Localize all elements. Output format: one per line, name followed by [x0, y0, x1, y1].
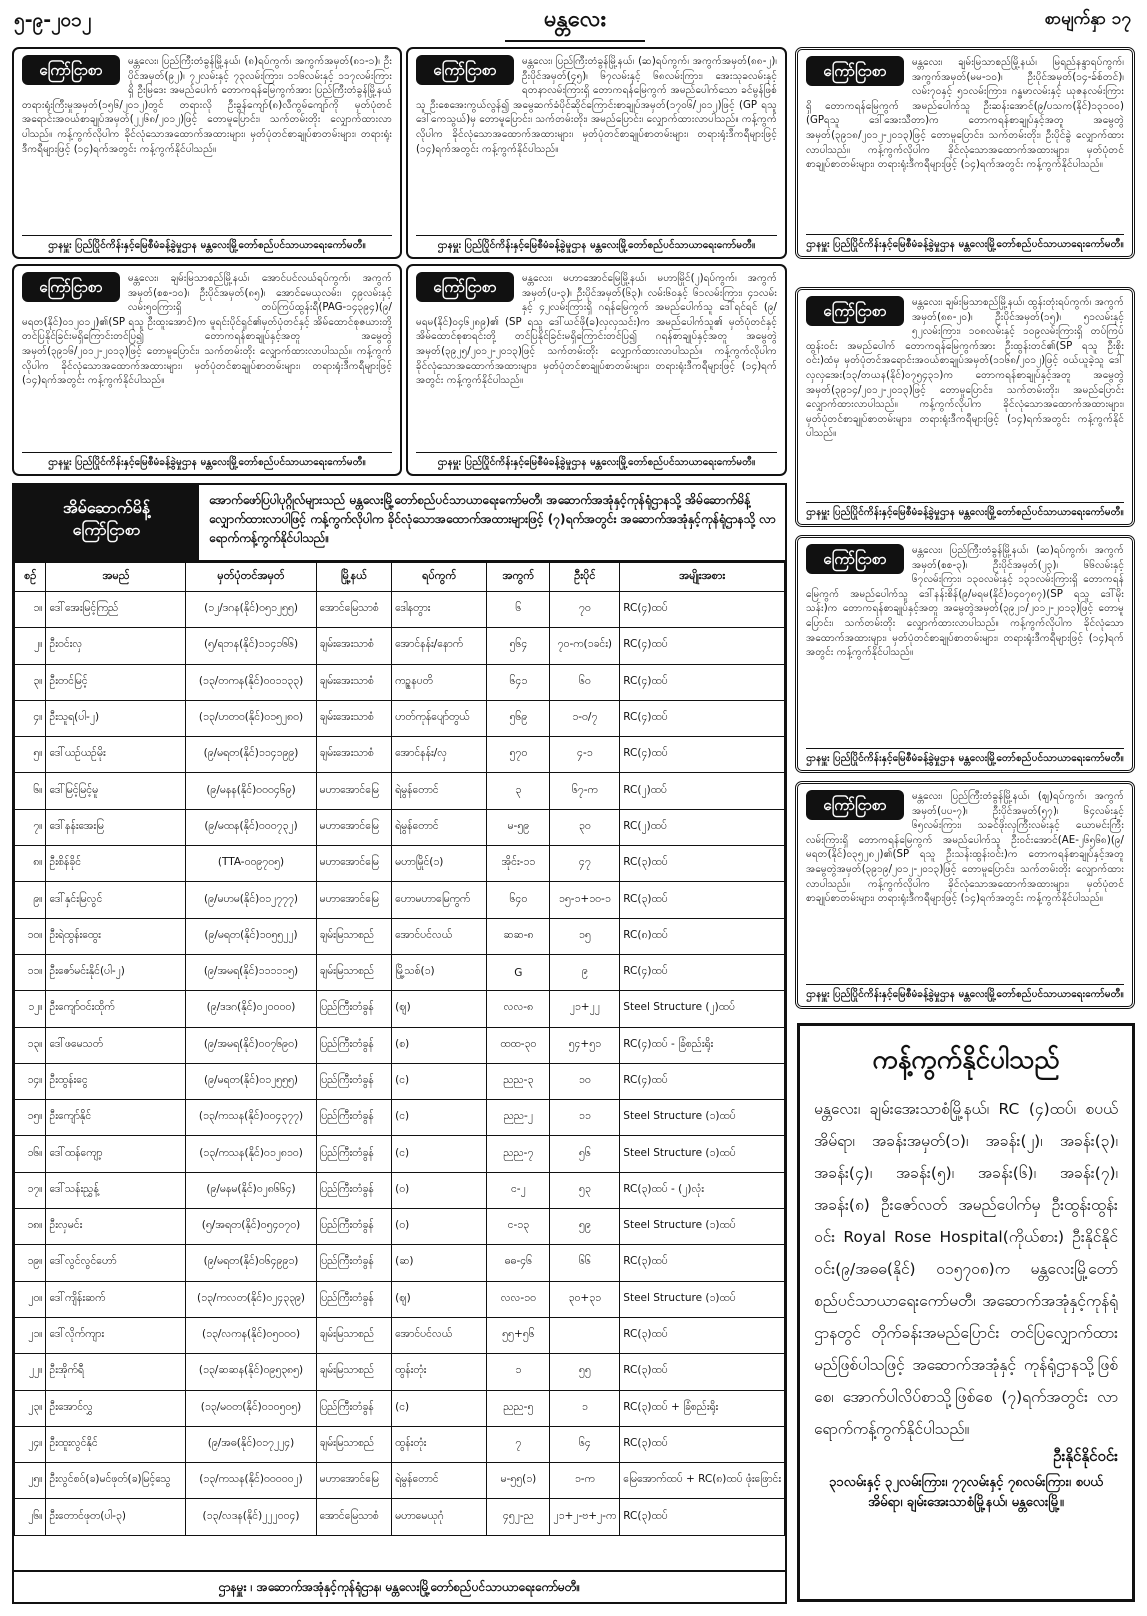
table-cell: ၂၆။ — [15, 1499, 46, 1535]
table-cell: ၅၆၄ — [487, 628, 550, 664]
masthead-logo: မန္တလေး — [505, 4, 645, 42]
table-cell: (၉/အမရ(နိုင်)၀၀၇၆၉၀) — [186, 1027, 316, 1063]
table-row — [15, 1100, 785, 1136]
table-cell: (၉/မရတ(နိုင်)၁၀၅၅၂၂) — [186, 918, 316, 954]
table-row — [15, 1317, 785, 1353]
table-cell: ၁၇။ — [15, 1172, 46, 1208]
table-row — [15, 737, 785, 773]
table-cell: အောင်ပင်လယ် — [392, 918, 487, 954]
table-cell: ၂၃။ — [15, 1390, 46, 1426]
table-cell: (၉/မရတ(နိုင်)၀၁၂၅၅၅) — [186, 1063, 316, 1099]
table-cell: ဆဆ-၈ — [487, 918, 550, 954]
table-cell: RC(၄)ထပ် — [620, 737, 785, 773]
table-cell: ၃၀+၃၁ — [550, 1281, 620, 1317]
table-cell: ပြည်ကြီးတံခွန် — [316, 1281, 392, 1317]
table-cell: ၆၇-က — [550, 773, 620, 809]
notice-badge: ကြော်ငြာစာ — [806, 790, 904, 820]
table-cell: RC(၃)ထပ် — [620, 882, 785, 918]
table-cell: ၇၀-က(၁ခင်း) — [550, 628, 620, 664]
table-cell: RC(၃)ထပ် - (၂)လုံး — [620, 1172, 785, 1208]
table-cell: လလ-၈ — [487, 991, 550, 1027]
table-cell: ဦးလွင်စဝ်(ခ)မင်ဖုတ်(ခ)မြင့်သွေ — [46, 1463, 186, 1499]
table-cell: ဦးလှမင်း — [46, 1209, 186, 1245]
table-cell: ပြည်ကြီးတံခွန် — [316, 1100, 392, 1136]
table-cell: ၅၉ — [550, 1209, 620, 1245]
table-cell: ၁၄။ — [15, 1063, 46, 1099]
table-cell: ၁၅။ — [15, 1100, 46, 1136]
table-cell: (ဆ) — [392, 1245, 487, 1281]
table-cell: ချမ်းအေးသာစံ — [316, 700, 392, 736]
table-cell: ၆၀ — [550, 664, 620, 700]
table-cell: ချမ်းမြသာစည် — [316, 918, 392, 954]
table-header-row — [15, 563, 785, 592]
table-row — [15, 1245, 785, 1281]
table-cell: Steel Structure (၁)ထပ် — [620, 1136, 785, 1172]
table-cell: ၈။ — [15, 846, 46, 882]
table-cell: ဦးထွန်းငွေ — [46, 1063, 186, 1099]
col-header: စဉ် — [15, 563, 46, 592]
table-cell: ၆ — [487, 592, 550, 628]
table-cell: ၁-က — [550, 1463, 620, 1499]
table-cell: မဟာအောင်မြေ — [316, 773, 392, 809]
table-cell: ၁၅-၁+၁၀-၁ — [550, 882, 620, 918]
table-cell: ၅။ — [15, 737, 46, 773]
table-cell: RC(၂)ထပ် — [620, 773, 785, 809]
notice-5 — [406, 264, 787, 476]
table-cell: မဟာမြိုင်(၁) — [392, 846, 487, 882]
table-row — [15, 918, 785, 954]
notice-7 — [795, 535, 1135, 773]
table-row — [15, 628, 785, 664]
table-row — [15, 1281, 785, 1317]
table-cell: (၉/မရတ(နိုင်)၁၁၄၁၉၉) — [186, 737, 316, 773]
table-cell: (၁၃/တကန(နိုင်)၀၀၁၁၃၃) — [186, 664, 316, 700]
table-cell: ပြည်ကြီးတံခွန် — [316, 1390, 392, 1426]
table-cell: ၄-၁ — [550, 737, 620, 773]
notice-badge: ကြော်ငြာစာ — [806, 56, 904, 86]
table-cell: ဦးစိန်ခိုင် — [46, 846, 186, 882]
table-cell: RC(၄)ထပ် - ခြံစည်းရိုး — [620, 1027, 785, 1063]
table-cell: ဒေါ်ထန်ကျော့ — [46, 1136, 186, 1172]
table-cell: အောင်ပင်လယ် — [392, 1317, 487, 1353]
notice-body: မန္တလေး၊ ပြည်ကြီးတံခွန်မြို့နယ်၊ (ဈ)ရပ်ကွက်၊ အကွက်အမှတ်(ပပ-၇)၊ ဦးပိုင်အမှတ်(၅၇)၊ ၆၄လမ်းနှင့် ၆၅လမ်းကြား၊ သခင်ဖိုးလှကြီးလမ်းနှင့် ယောမင်းကြီးလမ်းကြားရှိ တောကရန်မြေကွက် အမည်ပေါက်သူ ဦးဝင်းအောင်(AE-၂၆၅၆၈)(၉/မရတ(နိုင်)၀၃၅၂၈၂)၏(SP ရသူ ဦးသန်းထွန်းဝင်း)က တောကရန်စာချုပ်နှင့်အတူ အမွေတွဲအမှတ်(၃၉၁၉/၂၀၁၂-၂၀၁၃)ဖြင့် တောမူပြောင်း၊ သက်တမ်းတိုး လျှောက်ထားလာပါသည်။ ကန့်ကွက်လိုပါက ခိုင်လုံသောအထောက်အထားများ၊ မှတ်ပုံတင်စာချုပ်စာတမ်းများ၊ တရားရုံးဒီကရီများဖြင့် (၁၄)ရက်အတွင်း ကန့်ကွက်နိုင်ပါသည်။ — [806, 791, 1124, 905]
notice-body: မန္တလေး၊ ချမ်းမြသာစည်မြို့နယ်၊ မြရည်နန္ဒာရပ်ကွက်၊ အကွက်အမှတ်(မမ-၁၀)၊ ဦးပိုင်အမှတ်(၁၄-ခ်စ်တင်)၊ လမ်း၇၀နှင့် ၅၁လမ်းကြား၊ ဂန္ဓမာလမ်းနှင့် ယုဇနလမ်းကြားရှိ တောကရန်မြေကွက် အမည်ပေါက်သူ ဦးဆန်းအောင်(၉/ပသက(နိုင်)၁၃၁၀၀)(GPရသူ ဒေါ်အေးသီတာ)က တောကရန်စာချုပ်နှင့်အတူ အမွေတွဲအမှတ်(၃၉၁၈/၂၀၁၂-၂၀၁၃)ဖြင့် တောမူပြောင်း၊ သက်တမ်းတိုး၊ ဦးပိုင်ခွဲ လျှောက်ထားလာပါသည်။ ကန့်ကွက်လိုပါက ခိုင်လုံသောအထောက်အထားများ၊ မှတ်ပုံတင်စာချုပ်စာတမ်းများ၊ တရားရုံးဒီကရီများဖြင့် (၁၄)ရက်အတွင်း ကန့်ကွက်နိုင်ပါသည်။ — [806, 57, 1124, 171]
notice-signature: ဌာနမှူး ပြည်ပြိုင်ကိန်းနှင့်မြေစီမံခန့်ခွဲမှုဌာန မန္တလေးမြို့တော်စည်ပင်သာယာရေးကော်မတီ။ — [806, 502, 1124, 520]
table-cell: ၁၉။ — [15, 1245, 46, 1281]
table-intro: အောက်ဖော်ပြပါပုဂ္ဂိုလ်များသည် မန္တလေးမြို့တော်စည်ပင်သာယာရေးကော်မတီ၊ အဆောက်အအုံနှင့်ကုန်ရုံဌာနသို့ အိမ်ဆောက်မိန့် လျှောက်ထားလာပါဖြင့် ကန့်ကွက်လိုပါက ခိုင်လုံသောအထောက်အထားများဖြင့် (၇)ရက်အတွင်း အဆောက်အအုံနှင့်ကုန်ရုံဌာနသို့ လာရောက်ကန့်ကွက်နိုင်ပါသည်။ — [209, 493, 776, 545]
table-cell: မြေအောက်ထပ် + RC(၈)ထပ် ဖုံးဖြောင်း — [620, 1463, 785, 1499]
table-cell: (၉/မထန(နိုင်)၀၀၀၇၃၂) — [186, 809, 316, 845]
table-cell: ၁ — [487, 1354, 550, 1390]
table-cell: (၁၃/ကသန(နိုင်)၀၀၀၀၀၂) — [186, 1463, 316, 1499]
table-cell: RC(၂)ထပ် — [620, 809, 785, 845]
table-cell: ၅၇၀ — [487, 737, 550, 773]
table-row — [15, 592, 785, 628]
table-cell: ထထ-၃၀ — [487, 1027, 550, 1063]
notice-signature: ဌာနမှူး ပြည်ပြိုင်ကိန်းနှင့်မြေစီမံခန့်ခွဲမှုဌာန မန္တလေးမြို့တော်စည်ပင်သာယာရေးကော်မတီ။ — [806, 234, 1124, 252]
notice-body: မန္တလေး၊ ပြည်ကြီးတံခွန်မြို့နယ်၊ (ဆ)ရပ်ကွက်၊ အကွက်အမှတ်(စစ-၃)၊ ဦးပိုင်အမှတ်(၂၃)၊ ၆၆လမ်းနှင့် ၆၇လမ်းကြား၊ ၁၃၀လမ်းနှင့် ၁၃၁လမ်းကြားရှိ တောကရန်မြေကွက် အမည်ပေါက်သူ ဒေါ်နန်းစိန်(၉/မရမ(နိုင်)၀၄၀၇၈၇)(SP ရသူ ဒေါ်မိုးသန်း)က တောကရန်စာချုပ်နှင့်အတူ အမွေတွဲအမှတ်(၃၉၂၁/၂၀၁၂-၂၀၁၃)ဖြင့် တောမူပြောင်း၊ သက်တမ်းတိုး လျှောက်ထားလာပါသည်။ ကန့်ကွက်လိုပါက ခိုင်လုံသောအထောက်အထားများ၊ မှတ်ပုံတင်စာချုပ်စာတမ်းများ၊ တရားရုံးဒီကရီများဖြင့် (၁၄)ရက်အတွင်း ကန့်ကွက်နိုင်ပါသည်။ — [806, 545, 1124, 659]
table-cell: ၅၅+၅၆ — [487, 1317, 550, 1353]
table-cell: မ-၅၉ — [487, 809, 550, 845]
table-cell: အောင်မြေသာစံ — [316, 592, 392, 628]
table-cell: ၆၄၀ — [487, 882, 550, 918]
notice-3 — [795, 47, 1135, 259]
table-cell: ညည-၃ — [487, 1063, 550, 1099]
table-cell: (ဈ) — [392, 991, 487, 1027]
col-header: အမည် — [46, 563, 186, 592]
notice-badge: ကြော်ငြာစာ — [22, 55, 120, 85]
table-title — [14, 485, 199, 560]
table-cell: ၂၂။ — [15, 1354, 46, 1390]
page-header — [0, 0, 1147, 46]
table-cell: ရဲမွန်တောင် — [392, 773, 487, 809]
table-cell: ဟောမဟာမြေကွက် — [392, 882, 487, 918]
table-cell: RC(၄)ထပ် — [620, 664, 785, 700]
table-cell: ၃ — [487, 773, 550, 809]
table-cell: ၁။ — [15, 592, 46, 628]
table-cell: ၂၄။ — [15, 1426, 46, 1462]
building-permit-table-box — [12, 483, 787, 1604]
table-cell: (၉/မဟမ(နိုင်)၀၁၂၇၇၇) — [186, 882, 316, 918]
notice-signature: ဌာနမှူး ပြည်ပြိုင်ကိန်းနှင့်မြေစီမံခန့်ခွဲမှုဌာန မန္တလေးမြို့တော်စည်ပင်သာယာရေးကော်မတီ။ — [806, 984, 1124, 1002]
table-cell: (၅/အရတ(နိုင်)၀၅၄၀၇၀) — [186, 1209, 316, 1245]
permit-table — [14, 562, 785, 1536]
table-cell: ရဲမွန်တောင် — [392, 1463, 487, 1499]
table-cell: ဒေါ်နှင်းမြလွင် — [46, 882, 186, 918]
notice-signature: ဌာနမှူး ပြည်ပြိုင်ကိန်းနှင့်မြေစီမံခန့်ခွဲမှုဌာန မန္တလေးမြို့တော်စည်ပင်သာယာရေးကော်မတီ။ — [416, 452, 777, 470]
table-cell: (၁၃/ဟတဝ(နိုင်)၀၁၅၂၈၀) — [186, 700, 316, 736]
table-cell: RC(၃)ထပ် — [620, 1426, 785, 1462]
notice-body: မန္တလေး၊ ချမ်းမြသာစည်မြို့နယ်၊ ထွန်းတုံးရပ်ကွက်၊ အကွက်အမှတ်(၈၈-၂၀)၊ ဦးပိုင်အမှတ်(၁၅)၊ ၅၁လမ်းနှင့် ၅၂လမ်းကြား၊ ၁၀၈လမ်းနှင့် ၁၀၉လမ်းကြားရှိ တပ်ကြပ်ထွန်းဝင်း အမည်ပေါက် တောကရန်မြေကွက်အား ဦးထွန်းတင်၏(SP ရသူ ဦးစိုးဝင်း)ထံမှ မှတ်ပုံတင်အရောင်းအဝယ်စာချုပ်အမှတ်(၁၁၆၈/၂၀၁၂)ဖြင့် ဝယ်ယူခဲ့သူ ဒေါ်လှလှအေး(၁၃/တယန(နိုင်)၀၇၅၄၃၁)က တောကရန်စာချုပ်နှင့်အတူ အမွေတွဲအမှတ်(၃၉၁၄/၂၀၁၂-၂၀၁၃)ဖြင့် တောမူပြောင်း၊ သက်တမ်းတိုး၊ အမည်ပြောင်း လျှောက်ထားလာပါသည်။ ကန့်ကွက်လိုပါက ခိုင်လုံသောအထောက်အထားများ၊ မှတ်ပုံတင်စာချုပ်စာတမ်းများ၊ တရားရုံးဒီကရီများဖြင့် (၁၄)ရက်အတွင်း ကန့်ကွက်နိုင်ပါသည်။ — [806, 297, 1124, 440]
table-cell: (၉/အမရ(နိုင်)၁၁၁၁၁၅) — [186, 954, 316, 990]
notice-6 — [795, 287, 1135, 527]
table-cell: ၆၄ — [550, 1426, 620, 1462]
notice-8 — [795, 781, 1135, 1009]
table-cell: ဦးဝင်းလှ — [46, 628, 186, 664]
table-cell: ပြည်ကြီးတံခွန် — [316, 1063, 392, 1099]
table-cell: RC(၄)ထပ် — [620, 700, 785, 736]
table-cell: မဟာမေယုဂုံ — [392, 1499, 487, 1535]
objection-ad — [797, 1023, 1135, 1602]
table-cell: ဦးရဲထွန်းထွေး — [46, 918, 186, 954]
table-row — [15, 773, 785, 809]
notice-body: မန္တလေး၊ ပြည်ကြီးတံခွန်မြို့နယ်၊ (ဆ)ရပ်ကွက်၊ အကွက်အမှတ်(၈၈-၂)၊ ဦးပိုင်အမှတ်(၄၅)၊ ၆၇လမ်းနှင့် ၆၈လမ်းကြား၊ အေးသုခလမ်းနှင့် ရတနာလမ်းကြားရှိ တောကရန်မြေကွက် အမည်ပေါက်သော ခင်မွန်ဖြစ်သူ ဦးစေအေးကွယ်လွန်၍ အမွေဆက်ခံပိုင်ဆိုင်ကြောင်းစာချုပ်အမှတ်(၁၇၀၆/၂၀၁၂)ဖြင့် (GP ရသူ ဒေါ်ကေသွယ်)မှ တောမူပြောင်း၊ သက်တမ်းတိုး၊ အမည်ပြောင်း၊ လျှောက်ထားလာပါသည်။ ကန့်ကွက်လိုပါက ခိုင်လုံသောအထောက်အထားများ၊ မှတ်ပုံတင်စာချုပ်စာတမ်းများ၊ တရားရုံးဒီကရီများဖြင့် (၁၄)ရက်အတွင်း ကန့်ကွက်နိုင်ပါသည်။ — [416, 56, 777, 155]
table-footer: ဌာနမှူး ၊ အဆောက်အအုံနှင့်ကုန်ရုံဌာန၊ မန္တလေးမြို့တော်စည်ပင်သာယာရေးကော်မတီ။ — [14, 1570, 785, 1602]
table-cell: RC(၃)ထပ် — [620, 1499, 785, 1535]
table-cell: ၁၅ — [550, 918, 620, 954]
table-cell: ပြည်ကြီးတံခွန် — [316, 1136, 392, 1172]
table-cell: (င) — [392, 1063, 487, 1099]
table-cell: ၁၁။ — [15, 954, 46, 990]
table-cell: RC(၃)ထပ် — [620, 846, 785, 882]
table-cell: ၁၃။ — [15, 1027, 46, 1063]
table-cell: ပြည်ကြီးတံခွန် — [316, 1027, 392, 1063]
table-cell: ချမ်းအေးသာစံ — [316, 628, 392, 664]
table-row — [15, 1027, 785, 1063]
table-cell: RC(၄)ထပ် — [620, 628, 785, 664]
table-cell: ဒေါ်လွင်လွင်ဟော် — [46, 1245, 186, 1281]
table-cell: ဦးအောင်လွှ — [46, 1390, 186, 1426]
table-cell: အိုင်း-၁၁ — [487, 846, 550, 882]
table-cell: ဒေါ်မြင့်မြင့်မူ — [46, 773, 186, 809]
table-cell: မ-၅၅(၁) — [487, 1463, 550, 1499]
notice-2 — [406, 47, 787, 259]
table-cell: (၁၃/ကသန(နိုင်)၀၁၂၈၁၀) — [186, 1136, 316, 1172]
table-row — [15, 809, 785, 845]
table-title-line1: အိမ်ဆောက်မိန့် — [62, 498, 150, 517]
objection-signer: ဦးနိုင်နိုင်ဝင်း — [1053, 1447, 1118, 1465]
table-cell: ၉။ — [15, 882, 46, 918]
table-cell: Steel Structure (၁)ထပ် — [620, 1209, 785, 1245]
table-cell: င-၁၃ — [487, 1209, 550, 1245]
table-cell: (ဝ) — [392, 1172, 487, 1208]
table-cell: ဦးထူးလွင်နိုင် — [46, 1426, 186, 1462]
table-row — [15, 1136, 785, 1172]
table-cell: ၅၃ — [550, 1172, 620, 1208]
table-cell: ၄၇ — [550, 846, 620, 882]
table-cell: ရဲမွန်တောင် — [392, 809, 487, 845]
table-cell: (ဝ) — [392, 1209, 487, 1245]
table-cell: ၁၆။ — [15, 1136, 46, 1172]
table-cell — [550, 1317, 620, 1353]
table-cell: ၄။ — [15, 700, 46, 736]
table-cell: ၅၄+၅၁ — [550, 1027, 620, 1063]
table-cell: ၉ — [550, 954, 620, 990]
table-row — [15, 1354, 785, 1390]
table-cell: (၅/ရဘန(နိုင်)၁၁၄၁၆၆) — [186, 628, 316, 664]
table-row — [15, 1499, 785, 1535]
table-cell: ချမ်းအေးသာစံ — [316, 737, 392, 773]
table-cell: မဟာအောင်မြေ — [316, 846, 392, 882]
notice-signature: ဌာနမှူး ပြည်ပြိုင်ကိန်းနှင့်မြေစီမံခန့်ခွဲမှုဌာန မန္တလေးမြို့တော်စည်ပင်သာယာရေးကော်မတီ။ — [416, 235, 777, 253]
col-header: ဦးပိုင် — [550, 563, 620, 592]
table-cell: (၉/အဓ(နိုင်)၀၁၇၂၂၄) — [186, 1426, 316, 1462]
table-cell: RC(၄)ထပ် — [620, 1063, 785, 1099]
table-cell: ဒေါ်ကျိန်းဆက် — [46, 1281, 186, 1317]
table-cell: Steel Structure (၁)ထပ် — [620, 1100, 785, 1136]
table-cell: (၁၃/မဝတ(နိုင်)၀၁၀၅၀၅) — [186, 1390, 316, 1426]
table-cell: ဒေါ်လိုက်ကျား — [46, 1317, 186, 1353]
table-cell: ဦးဇော်မင်းနိုင်(ပါ-၂) — [46, 954, 186, 990]
notice-badge: ကြော်ငြာစာ — [806, 544, 904, 574]
table-row — [15, 882, 785, 918]
table-cell: ချမ်းမြသာစည် — [316, 1426, 392, 1462]
table-cell: မဟာအောင်မြေ — [316, 1463, 392, 1499]
table-cell: ညည-၇ — [487, 1136, 550, 1172]
objection-address: ၃၁လမ်းနှင့် ၃၂လမ်းကြား၊ ၇၇လမ်းနှင့် ၇၈လမ်းကြား၊ စပယ်အိမ်ရာ၊ ချမ်းအေးသာစံမြို့နယ်၊ မန္တလေးမြို့။ — [829, 1475, 1103, 1510]
table-cell: ၂၁။ — [15, 1317, 46, 1353]
table-cell: ၅၆ — [550, 1136, 620, 1172]
table-cell: ချမ်းမြသာစည် — [316, 954, 392, 990]
table-cell: အောင်မြေသာစံ — [316, 1499, 392, 1535]
table-cell: (၁၂/ဒဂန(နိုင်)၀၅၁၂၅၅) — [186, 592, 316, 628]
table-row — [15, 954, 785, 990]
table-cell: ချမ်းမြသာစည် — [316, 1317, 392, 1353]
table-title-line2: ကြော်ငြာစာ — [72, 520, 141, 539]
table-cell: ပြည်ကြီးတံခွန် — [316, 1245, 392, 1281]
table-cell: ၂၁+၂၂ — [550, 991, 620, 1027]
table-cell: ညည-၂ — [487, 1100, 550, 1136]
table-cell: ကဥ္စနပတိ — [392, 664, 487, 700]
table-cell: ၁ — [550, 1390, 620, 1426]
table-cell: (၉/မနန(နိုင်)၀၀၀၄၆၉) — [186, 773, 316, 809]
table-cell: ၁-၀/၇ — [550, 700, 620, 736]
issue-date: ၅-၉-၂၀၁၂ — [14, 9, 92, 31]
col-header: ရပ်ကွက် — [392, 563, 487, 592]
table-cell: ၃၀ — [550, 809, 620, 845]
table-cell: ထွန်းတုံး — [392, 1354, 487, 1390]
table-cell: ၁၈။ — [15, 1209, 46, 1245]
table-row — [15, 846, 785, 882]
table-cell: ဓဓ-၄၆ — [487, 1245, 550, 1281]
table-row — [15, 1463, 785, 1499]
table-cell: ၅၆၉ — [487, 700, 550, 736]
notice-body: မန္တလေး၊ ချမ်းမြသာစည်မြို့နယ်၊ အောင်ပင်လယ်ရပ်ကွက်၊ အကွက်အမှတ်(စစ-၁၀)၊ ဦးပိုင်အမှတ်(၈၅)၊ အောင်မေယုလမ်း၊ ၄၉လမ်းနှင့် လမ်း၅၀ကြားရှိ တပ်ကြပ်ထွန်းရီ(PAG-၁၄၃၉၄)(၉/မရတ(နိုင်)၀၁၂၀၁၂)၏(SP ရသူ ဦးထူးအောင်)က မူရင်းပိုင်ရှင်၏မှတ်ပုံတင်နှင့် အိမ်ထောင်စုဇယားတို့ တင်ပြနိုင်ခြင်းမရှိကြောင်းတင်ပြ၍ တောကရန်စာချုပ်နှင့်အတူ အမွေတွဲအမှတ်(၃၉၁၆/၂၀၁၂-၂၀၁၃)ဖြင့် တောမူပြောင်း၊ သက်တမ်းတိုး လျှောက်ထားလာပါသည်။ ကန့်ကွက်လိုပါက ခိုင်လုံသောအထောက်အထားများ၊ မှတ်ပုံတင်စာချုပ်စာတမ်းများ၊ တရားရုံးဒီကရီများဖြင့် (၁၄)ရက်အတွင်း ကန့်ကွက်နိုင်ပါသည်။ — [22, 273, 392, 387]
notice-badge: ကြော်ငြာစာ — [416, 55, 514, 85]
table-cell: ဒေါ်နန်းအေးမြ — [46, 809, 186, 845]
table-cell: အောင်နန်း/လှ — [392, 737, 487, 773]
notice-body: မန္တလေး၊ မဟာအောင်မြေမြို့နယ်၊ မဟာမြိုင်(၂)ရပ်ကွက်၊ အကွက်အမှတ်(ပ-၃)၊ ဦးပိုင်အမှတ်(၆၃)၊ လမ်း၆၀နှင့် ၆၁လမ်းကြား၊ ၄၁လမ်းနှင့် ၄၂လမ်းကြားရှိ ဂရန်မြေကွက် အမည်ပေါက်သူ ဒေါ်ရင်ရင် (၉/မရမ(နိုင်)၀၄၆၂၈၉)၏ (SP ရသူ ဒေါ်ယင်ဖို(ခ)လှလှသင်း)က အမည်ပေါက်သူ၏ မှတ်ပုံတင်နှင့် အိမ်ထောင်စုစာရင်းတို့ တင်ပြနိုင်ခြင်းမရှိကြောင်းတင်ပြ၍ ဂရန်စာချုပ်နှင့်အတူ အမွေတွဲအမှတ်(၃၉၂၅/၂၀၁၂-၂၀၁၃)ဖြင့် သက်တမ်းတိုး လျှောက်ထားလာပါသည်။ ကန့်ကွက်လိုပါက ခိုင်လုံသောအထောက်အထားများ၊ မှတ်ပုံတင်စာချုပ်စာတမ်းများ၊ တရားရုံးဒီကရီများဖြင့် (၁၄)ရက်အတွင်း ကန့်ကွက်နိုင်ပါသည်။ — [416, 273, 777, 387]
table-cell: (၁၃/လကန(နိုင်)၀၅၀၀၀) — [186, 1317, 316, 1353]
table-cell: (၁၃/လဒန(နိုင်)၂၂၂၀၀၄) — [186, 1499, 316, 1535]
objection-body: မန္တလေး၊ ချမ်းအေးသာစံမြို့နယ်၊ RC (၄)ထပ်၊ စပယ်အိမ်ရာ၊ အခန်းအမှတ်(၁)၊ အခန်း(၂)၊ အခန်း(၃)၊ အခန်း(၄)၊ အခန်း(၅)၊ အခန်း(၆)၊ အခန်း(၇)၊ အခန်း(၈) ဦးဇော်လတ် အမည်ပေါက်မှ ဦးထွန်းထွန်းဝင်း Royal Rose Hospital(ကိုယ်စား) ဦးနိုင်နိုင်ဝင်း(၉/အဓဓ(နိုင်) ၀၁၅၇၀၈)က မန္တလေးမြို့တော်စည်ပင်သာယာရေးကော်မတီ၊ အဆောက်အအုံနှင့်ကုန်ရုံဌာနတွင် တိုက်ခန်းအမည်ပြောင်း တင်ပြလျှောက်ထားမည်ဖြစ်ပါသဖြင့် အဆောက်အအုံနှင့် ကုန်ရုံဌာနသို့ဖြစ်စေ၊ အောက်ပါလိပ်စာသို့ဖြစ်စေ (၇)ရက်အတွင်း လာရောက်ကန့်ကွက်နိုင်ပါသည်။ — [814, 1100, 1118, 1438]
table-cell: RC(၄)ထပ် — [620, 954, 785, 990]
table-cell: ၅၅ — [550, 1354, 620, 1390]
table-cell: ဦးတင်မြင့် — [46, 664, 186, 700]
table-cell: ၃။ — [15, 664, 46, 700]
table-cell: ၆၄၁ — [487, 664, 550, 700]
col-header: အကွက် — [487, 563, 550, 592]
table-cell: ၄၅၂-ည — [487, 1499, 550, 1535]
table-cell: ၂။ — [15, 628, 46, 664]
table-row — [15, 664, 785, 700]
table-cell: (၉/မနမ(နိုင်)၀၂၈၆၆၄) — [186, 1172, 316, 1208]
table-cell: ဦးကျော်နိုင် — [46, 1100, 186, 1136]
col-header: မြို့နယ် — [316, 563, 392, 592]
table-cell: (င) — [392, 1390, 487, 1426]
table-cell: (င) — [392, 1136, 487, 1172]
table-cell: မြို့သစ်(၁) — [392, 954, 487, 990]
table-cell: အောင်နန်း/နောက် — [392, 628, 487, 664]
table-cell: ၇ — [487, 1426, 550, 1462]
table-cell: Steel Structure (၁)ထပ် — [620, 1281, 785, 1317]
notice-signature: ဌာနမှူး ပြည်ပြိုင်ကိန်းနှင့်မြေစီမံခန့်ခွဲမှုဌာန မန္တလေးမြို့တော်စည်ပင်သာယာရေးကော်မတီ။ — [806, 748, 1124, 766]
col-header: မှတ်ပုံတင်အမှတ် — [186, 563, 316, 592]
table-row — [15, 1063, 785, 1099]
table-cell: ဦးအိုက်ရီ — [46, 1354, 186, 1390]
notice-4 — [12, 264, 402, 476]
table-cell: လလ-၁၀ — [487, 1281, 550, 1317]
notice-badge: ကြော်ငြာစာ — [806, 296, 904, 326]
objection-heading: ကန့်ကွက်နိုင်ပါသည် — [872, 1045, 1060, 1075]
permit-table-body — [15, 592, 785, 1536]
table-cell: ၂၅။ — [15, 1463, 46, 1499]
notice-badge: ကြော်ငြာစာ — [22, 272, 120, 302]
table-cell: ၁၁ — [550, 1100, 620, 1136]
table-cell: ဦးတောင်ဖုတ(ပါ-၃) — [46, 1499, 186, 1535]
table-cell: (၉/မရတ(နိုင်)၀၆၄၉၉၁) — [186, 1245, 316, 1281]
table-cell: ၇။ — [15, 809, 46, 845]
table-cell: ဟတ်ကုန်ပျော်တွယ် — [392, 700, 487, 736]
table-row — [15, 700, 785, 736]
table-cell: (ဈ) — [392, 1281, 487, 1317]
table-cell: ၂၀။ — [15, 1281, 46, 1317]
table-cell: ဦးသူရ(ပါ-၂) — [46, 700, 186, 736]
table-cell: ၂၁+၂-ဗ+၂-က — [550, 1499, 620, 1535]
table-cell: ချမ်းမြသာစည် — [316, 1354, 392, 1390]
table-row — [15, 1209, 785, 1245]
table-cell: Steel Structure (၂)ထပ် — [620, 991, 785, 1027]
table-row — [15, 1390, 785, 1426]
notice-badge: ကြော်ငြာစာ — [416, 272, 514, 302]
table-cell: (၁၃/ဆဆန(နိုင်)၀၉၅၃၈၅) — [186, 1354, 316, 1390]
table-cell: မဟာအောင်မြေ — [316, 809, 392, 845]
table-cell: RC(၃)ထပ် + ခြံစည်းရိုး — [620, 1390, 785, 1426]
table-cell: ၆။ — [15, 773, 46, 809]
table-cell: ၁၀ — [550, 1063, 620, 1099]
table-cell: ဒေါ်ဖမေသတ် — [46, 1027, 186, 1063]
table-cell: ချမ်းအေးသာစံ — [316, 664, 392, 700]
notice-signature: ဌာနမှူး ပြည်ပြိုင်ကိန်းနှင့်မြေစီမံခန့်ခွဲမှုဌာန မန္တလေးမြို့တော်စည်ပင်သာယာရေးကော်မတီ။ — [22, 452, 392, 470]
table-cell: ဒေါ်သန်းညွှန့် — [46, 1172, 186, 1208]
table-cell: RC(၃)ထပ် — [620, 1317, 785, 1353]
table-cell: ဦးကျော်ဝင်းထိုက် — [46, 991, 186, 1027]
table-cell: (TTA-၀၀၉၇၀၅) — [186, 846, 316, 882]
table-cell: (စ) — [392, 1027, 487, 1063]
table-cell: ထွန်းတုံး — [392, 1426, 487, 1462]
table-cell: ၆၆ — [550, 1245, 620, 1281]
table-row — [15, 1172, 785, 1208]
notice-body: မန္တလေး၊ ပြည်ကြီးတံခွန်မြို့နယ်၊ (၈)ရပ်ကွက်၊ အကွက်အမှတ်(၈၁-၁)၊ ဦးပိုင်အမှတ်(၉၂)၊ ၇၂လမ်းနှင့် ၇၃လမ်းကြား၊ ၁၁၆လမ်းနှင့် ၁၁၇လမ်းကြားရှိ ဦးမြဒေး အမည်ပေါက် တောကရန်မြေကွက်အား ပြည်ကြီးတံခွန်မြို့နယ် တရားရုံးကြီးမှုအမှတ်(၁၅၆/၂၀၁၂)တွင် တရားလို ဦးခွန်ကျော်(၈)လီကွမ်ကျော်ကို မှတ်ပုံတင်အရောင်းအဝယ်စာချုပ်အမှတ်(၂၂၆၈/၂၀၁၂)ဖြင့် တောမူပြောင်း၊ သက်တမ်းတိုး လျှောက်ထားလာပါသည်။ ကန့်ကွက်လိုပါက ခိုင်လုံသောအထောက်အထားများ၊ မှတ်ပုံတင်စာချုပ်စာတမ်းများ၊ တရားရုံးဒီကရီများဖြင့် (၁၄)ရက်အတွင်း ကန့်ကွက်နိုင်ပါသည်။ — [22, 56, 392, 155]
table-cell: (၁၃/ကလတ(နိုင်)၀၂၄၃၃၉) — [186, 1281, 316, 1317]
page-number: စာမျက်နှာ ၁၇ — [1044, 9, 1131, 29]
table-cell: G — [487, 954, 550, 990]
table-cell: ပြည်ကြီးတံခွန် — [316, 1209, 392, 1245]
table-cell: (၁၃/ကသန(နိုင်)၀၀၄၃၇၇) — [186, 1100, 316, 1136]
table-header — [14, 485, 785, 562]
table-cell: (၉/ဒဒဂ(နိုင်)၀၂၀၀၀၀) — [186, 991, 316, 1027]
table-cell: ပြည်ကြီးတံခွန် — [316, 1172, 392, 1208]
table-cell: (င) — [392, 1100, 487, 1136]
table-cell: ၇၀ — [550, 592, 620, 628]
notice-1 — [12, 47, 402, 259]
table-cell: RC(၃)ထပ် — [620, 1245, 785, 1281]
table-cell: ဒေါ်အေးမြင့်ကြည် — [46, 592, 186, 628]
table-cell: ဒေါ်ယဉ်ယဉ်မိုး — [46, 737, 186, 773]
table-cell: င-၂ — [487, 1172, 550, 1208]
table-cell: ၁၀။ — [15, 918, 46, 954]
table-cell: ပြည်ကြီးတံခွန် — [316, 991, 392, 1027]
table-row — [15, 991, 785, 1027]
table-cell: မဟာအောင်မြေ — [316, 882, 392, 918]
col-header: အမျိုးအစား — [620, 563, 785, 592]
table-cell: ၁၂။ — [15, 991, 46, 1027]
notice-signature: ဌာနမှူး ပြည်ပြိုင်ကိန်းနှင့်မြေစီမံခန့်ခွဲမှုဌာန မန္တလေးမြို့တော်စည်ပင်သာယာရေးကော်မတီ။ — [22, 235, 392, 253]
table-row — [15, 1426, 785, 1462]
table-cell: RC(၈)ထပ် — [620, 918, 785, 954]
table-cell: ဒေါနတွား — [392, 592, 487, 628]
table-cell: RC(၄)ထပ် — [620, 592, 785, 628]
table-cell: ညည-၅ — [487, 1390, 550, 1426]
table-cell: RC(၃)ထပ် — [620, 1354, 785, 1390]
